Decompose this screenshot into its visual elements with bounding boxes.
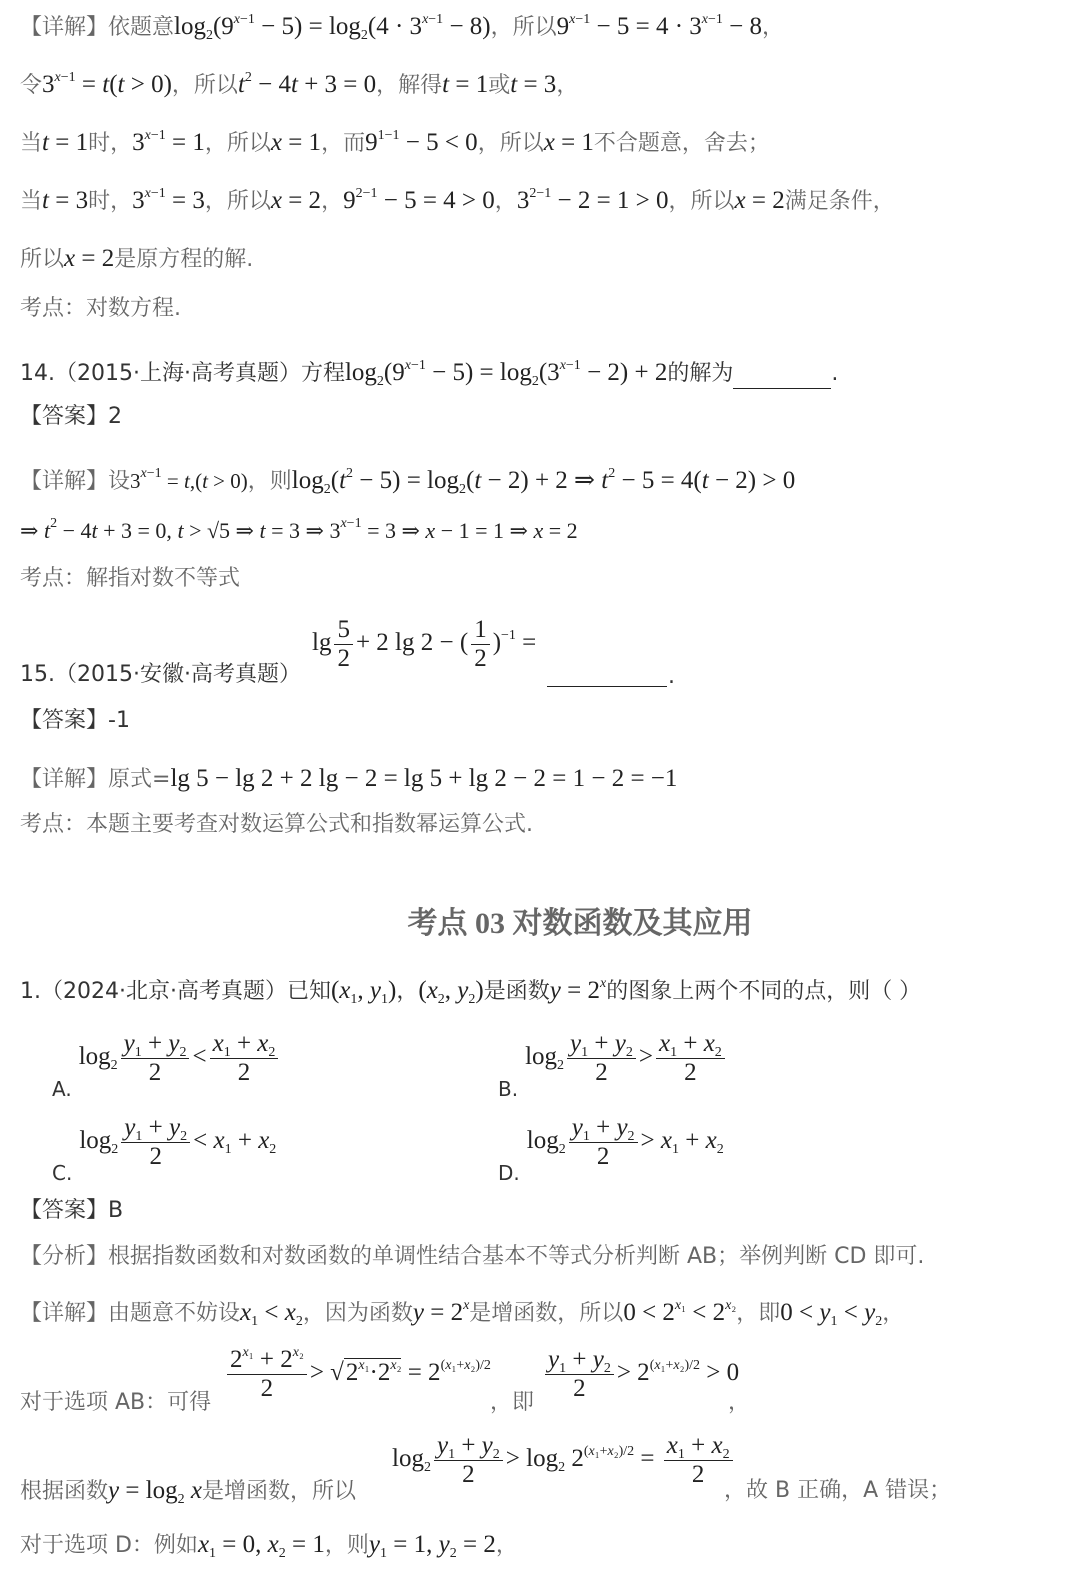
detail-1: 【详解】由题意不妨设$x_1 < x_2$，因为函数$y = 2^x$是增函数，所以$0 < 2^{x_1} < 2^{x_2}$，即$0 < y_1 < y_2$， [20,1298,905,1329]
detail-15: 【详解】原式=lg 5 − lg 2 + 2 lg − 2 = lg 5 + lg 2 − 2 = 1 − 2 = −1 [20,765,678,792]
mono-line: 根据函数$y = \log_2 x$是增函数，所以 [20,1477,357,1507]
option-ab-line: 对于选项 AB：可得 [20,1390,212,1415]
answer-blank[interactable] [733,364,831,389]
q15-expression: lg $\frac{5}{2}$ + 2 lg 2 − ( $\frac{1}{2}$ )$^{-1}$ = [312,616,537,672]
math-eq-2: $9^{x-1} - 5 = 4 \cdot 3^{x-1} - 8$ [556,12,763,40]
option-b[interactable]: B. $\log_2$ $\frac{y_1 + y_2}{2}$ > $\frac{x_1 + x_2}{2}$ [498,1030,728,1101]
mono-inequality: $\log_2$ $\frac{y_1 + y_2}{2}$ > $\log_2 2^{(x_1+x_2)/2}$ = $\frac{x_1 + x_2}{2}$ [392,1432,736,1489]
solution-line-5: 所以x = 2是原方程的解. [20,245,254,272]
solution-line-1: 【详解】依题意$\log_2(9^{x-1} - 5) = \log_2(4 \cdot 3^{x-1} - 8)$，所以$9^{x-1} - 5 = 4 \cdot 3^{x-1} - 8$， [20,12,785,43]
math-sub: $3^{x-1} = t(t > 0)$ [42,70,172,98]
detail-14-line-2: ⇒ $t^2 - 4t + 3 = 0$, t > √5 ⇒ t = 3 ⇒ $3^{x-1} = 3$ ⇒ x − 1 = 1 ⇒ x = 2 [20,516,578,543]
solution-line-4: 当t = 3时，$3^{x-1} = 3$，所以x = 2，$9^{2-1} - 5 = 4 > 0$，$3^{2-1} - 2 = 1 > 0$，所以x = 2满足条件， [20,186,895,214]
ab-mid: ，即 [490,1390,535,1415]
solution-line-3: 当t = 1时，$3^{x-1} = 1$，所以x = 1，而$9^{1-1} - 5 < 0$，所以x = 1不合题意，舍去； [20,128,770,156]
kaodian-14: 考点：解指对数不等式 [20,566,241,591]
question-14: 14.（2015·上海·高考真题）方程$\log_2(9^{x-1} - 5) = \log_2(3^{x-1} - 2) + 2$的解为 . [20,358,839,389]
solution-line-2: 令$3^{x-1} = t(t > 0)$，所以$t^2 - 4t + 3 = 0$，解得t = 1或t = 3， [20,70,579,98]
section-title: 考点 03 对数函数及其应用 [407,907,753,940]
analysis-1: 【分析】根据指数函数和对数函数的单调性结合基本不等式分析判断 AB；举例判断 CD 即可. [20,1244,925,1269]
dot-15: . [668,664,675,689]
answer-15: 【答案】-1 [20,708,130,733]
kaodian-15: 考点：本题主要考查对数运算公式和指数幂运算公式. [20,812,533,837]
kaodian-1: 考点：对数方程. [20,296,181,321]
option-a[interactable]: A. $\log_2$ $\frac{y_1 + y_2}{2}$ < $\frac{x_1 + x_2}{2}$ [52,1030,281,1101]
question-15: 15.（2015·安徽·高考真题） [20,662,301,687]
option-d[interactable]: D. $\log_2$ $\frac{y_1 + y_2}{2}$ > $x_1 + x_2$ [498,1114,724,1186]
ab-inequality: $\frac{2^{x_1} + 2^{x_2}}{2}$ > $√2^{x_1}\cdot 2^{x_2} = 2^{(x_1+x_2)/2}$ [224,1346,491,1403]
detail-tag: 【详解】依题意 [20,15,175,40]
option-c[interactable]: C. $\log_2$ $\frac{y_1 + y_2}{2}$ < $x_1 + x_2$ [52,1114,277,1186]
math-eq-1: $\log_2(9^{x-1} - 5) = \log_2(4 \cdot 3^{x-1} - 8)$ [174,12,491,43]
ab-inequality-2: $\frac{y_1 + y_2}{2}$ > $2^{(x_1+x_2)/2} > 0$ [542,1346,739,1403]
answer-blank-15[interactable] [547,664,667,687]
detail-14: 【详解】设$3^{x-1} = t,(t > 0)$，则$\log_2(t^2 - 5) = \log_2(t - 2) + 2$ ⇒ $t^2 - 5 = 4(t - 2) > 0$ [20,466,796,497]
answer-1: 【答案】B [20,1198,124,1223]
question-1: 1.（2024·北京·高考真题）已知($x_1$, $y_1$)，($x_2$, $y_2$)是函数$y = 2^x$的图象上两个不同的点，则（ ） [20,976,922,1007]
option-d-line: 对于选项 D：例如$x_1 = 0$, $x_2 = 1$，则$y_1 = 1$, $y_2 = 2$， [20,1531,518,1561]
answer-14: 【答案】2 [20,404,122,429]
mono-end: ，故 B 正确，A 错误； [724,1478,952,1503]
